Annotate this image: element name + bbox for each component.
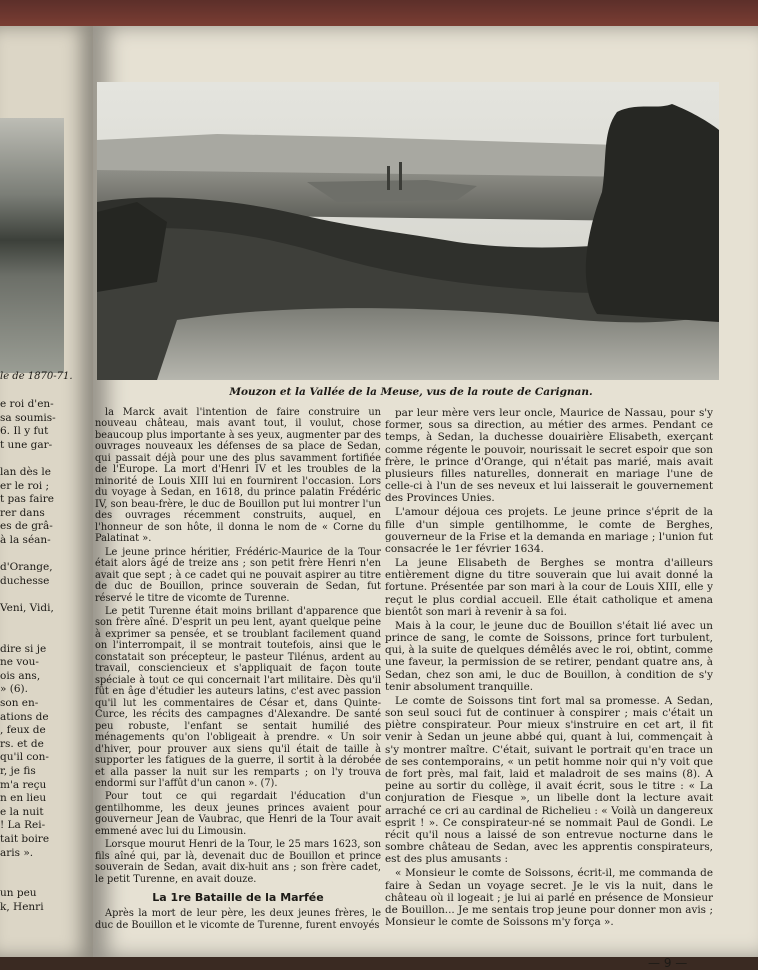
left-page-caption: le de 1870-71.	[0, 371, 73, 382]
left-page-line: , feux de	[0, 724, 46, 737]
left-page-line: t une gar-	[0, 438, 53, 451]
left-page-line	[0, 874, 84, 888]
text-column-left	[95, 407, 381, 933]
landscape-photo-illustration	[97, 82, 719, 380]
left-page-line: lan dès le	[0, 465, 51, 478]
paragraph: Mais à la cour, le jeune duc de Bouillon s'était lié avec un prince de sang, le comte de Soissons, prince fort turbulent, qui, à la suite de quelques démêlés avec le roi, obtint, comme une faveur, la permission de se retirer, pendant quatre ans, à Sedan, chez son ami, le duc de Bouillon, à condition de s'y tenir absolument tranquille.	[385, 619, 713, 693]
landscape-photo	[97, 82, 719, 380]
left-page-line: e la nuit	[0, 805, 44, 818]
left-page-line: ! La Rei-	[0, 819, 46, 832]
page-top-edge	[0, 0, 758, 26]
left-page-line: r, je fis	[0, 765, 36, 778]
paragraph: L'amour déjoua ces projets. Le jeune prince s'éprit de la fille d'un simple gentilhomme, le comte de Berghes, gouverneur de la Frise et la demanda en mariage ; l'union fut consacrée le 1er février 1634.	[385, 506, 713, 555]
left-page-line	[0, 616, 84, 630]
paragraph: Le comte de Soissons tint fort mal sa promesse. A Sedan, son seul souci fut de continuer à conspirer ; mais c'était un piètre conspirateur. Pour mieux s'instruire en cet art, il fit venir à Sedan un jeune abbé qui, quant à lui, commençait à s'y montrer maître. C'était, suivant le portrait qu'en trace un de ses contemporains, « un petit homme noir qui n'y voit que de fort près, mal fait, laid et maladroit de ses mains (8). A peine au sortir du collège, il avait écrit, sous le titre : « La conjuration de Fiesque », un libelle dont la lecture avait arraché ce cri au cardinal de Richelieu : « Voilà un dangereux esprit ! ». Ce conspirateur-né se nommait Paul de Gondi. Le récit qu'il nous a laissé de son entrevue nocturne dans le sombre château de Sedan, avec les apprentis conspirateurs, est des plus amusants :	[385, 694, 713, 866]
left-page-line	[0, 548, 84, 562]
left-page-photo	[0, 118, 64, 373]
left-page-line: son en-	[0, 697, 39, 710]
left-page-line: un peu	[0, 887, 37, 900]
left-page-line: rer dans	[0, 506, 45, 519]
left-page-line: m'a reçu	[0, 778, 47, 791]
left-page-line: » (6).	[0, 683, 28, 696]
left-page	[0, 26, 93, 957]
text-column-right	[385, 407, 713, 930]
left-page-line: ations de	[0, 710, 49, 723]
paragraph: La jeune Elisabeth de Berghes se montra d'ailleurs entièrement digne du titre souverain que lui avait donné la fortune. Présentée par son mari à la cour de Louis XIII, elle y reçut le plus cordial accueil. Elle était catholique et amena bientôt son mari à revenir à sa foi.	[385, 557, 713, 618]
left-page-line: t pas faire	[0, 493, 55, 506]
left-page-line: er le roi ;	[0, 479, 50, 492]
paragraph: Pour tout ce qui regardait l'éducation d'un gentilhomme, les deux jeunes princes avaient pour gouverneur Jean de Vaubrac, que Henri de la Tour avait emmené avec lui du Limousin.	[95, 791, 381, 837]
left-page-line: Veni, Vidi,	[0, 601, 54, 614]
paragraph: Le jeune prince héritier, Frédéric-Maurice de la Tour était alors âgé de treize ans ; son petit frère Henri n'en avait que sept ; à ce cadet qui ne pouvait aspirer au titre de duc de Bouillon, prince souverain de Sedan, fut réservé le titre de vicomte de Turenne.	[95, 546, 381, 604]
left-page-line: ois ans,	[0, 669, 41, 682]
left-page-line: sa soumis-	[0, 411, 56, 424]
photo-caption: Mouzon et la Vallée de la Meuse, vus de la route de Carignan.	[229, 386, 593, 398]
left-page-line: qu'il con-	[0, 751, 49, 764]
paragraph: par leur mère vers leur oncle, Maurice de Nassau, pour s'y former, sous sa direction, au métier des armes. Pendant ce temps, à Sedan, la duchesse douairière Elisabeth, exerçant comme régente le pouvoir, nourissait le secret espoir que son frère, le prince d'Orange, qui n'était pas marié, mais avait plusieurs filles naturelles, donnerait en mariage l'une de celle-ci à l'un de ses neveux et lui laisserait le gouvernement des Provinces Unies.	[385, 407, 713, 505]
page-number: — 9 —	[648, 956, 688, 970]
paragraph: Après la mort de leur père, les deux jeunes frères, le duc de Bouillon et le vicomte de Turenne, furent envoyés	[95, 908, 381, 931]
left-page-line	[0, 588, 84, 602]
left-page-line: ne vou-	[0, 656, 39, 669]
left-page-line: dire si je	[0, 642, 47, 655]
left-page-line: n en lieu	[0, 792, 47, 805]
left-page-line: d'Orange,	[0, 561, 53, 574]
section-heading: La 1re Bataille de la Marfée	[152, 891, 324, 905]
left-page-line	[0, 452, 84, 466]
left-page-line: k, Henri	[0, 900, 44, 913]
left-page-line: à la séan-	[0, 533, 51, 546]
left-page-line: aris ».	[0, 846, 34, 859]
left-page-line: 6. Il y fut	[0, 425, 49, 438]
paragraph: la Marck avait l'intention de faire construire un nouveau château, mais avant tout, il voulut, chose beaucoup plus importante à ses yeux, augmenter par des ouvrages nouveaux les défenses de sa place de Sedan, qui passait déjà pour une des plus savamment fortifiée de l'Europe. La mort d'Henri IV et les troubles de la minorité de Louis XIII lui en fournirent l'occasion. Lors du voyage à Sedan, en 1618, du prince palatin Frédéric IV, son beau-frère, le duc de Bouillon put lui montrer l'un des ouvrages récemment construits, auquel, en l'honneur de son hôte, il donna le nom de « Corne du Palatinat ».	[95, 407, 381, 545]
left-page-line	[0, 629, 84, 643]
paragraph: « Monsieur le comte de Soissons, écrit-il, me commanda de faire à Sedan un voyage secret. Je le vis la nuit, dans le château où il logeait ; je lui ai parlé en présence de Monsieur de Bouillon... Je me sentais trop jeune pour donner mon avis ; Monsieur le comte de Soissons m'y força ».	[385, 867, 713, 929]
right-page	[93, 26, 758, 970]
left-page-line: duchesse	[0, 574, 50, 587]
left-page-line: tait boire	[0, 833, 50, 845]
paragraph: Lorsque mourut Henri de la Tour, le 25 mars 1623, son fils aîné qui, par là, devenait duc de Bouillon et prince souverain de Sedan, avait dix-huit ans ; son frère cadet, le petit Turenne, en avait douze.	[95, 839, 381, 885]
paragraph: Le petit Turenne était moins brillant d'apparence que son frère aîné. D'esprit un peu lent, ayant quelque peine à exprimer sa pensée, et se troublant facilement quand on l'interrompait, il se montrait toutefois, ainsi que le constatait son précepteur, le pasteur Tilénus, ardent au travail, consciencieux et s'appliquait de façon toute spéciale à tout ce qui concernait l'art militaire. Dès qu'il fût en âge d'étudier les auteurs latins, c'est avec passion qu'il lut les commentaires de César et, dans Quinte-Curce, les récits des campagnes d'Alexandre. De santé peu robuste, l'enfant se sentait humilié des ménagements qu'on l'obligeait à prendre. « Un soir d'hiver, pour prouver aux siens qu'il était de taille à supporter les fatigues de la guerre, il sortit à la dérobée et alla passer la nuit sur les remparts ; on l'y trouva endormi sur l'affût d'un canon ». (7).	[95, 605, 381, 789]
left-page-line: rs. et de	[0, 737, 44, 750]
left-page-line: es de grâ-	[0, 520, 53, 533]
left-page-line	[0, 860, 84, 874]
left-page-line: e roi d'en-	[0, 398, 54, 410]
left-page-text	[0, 398, 84, 915]
